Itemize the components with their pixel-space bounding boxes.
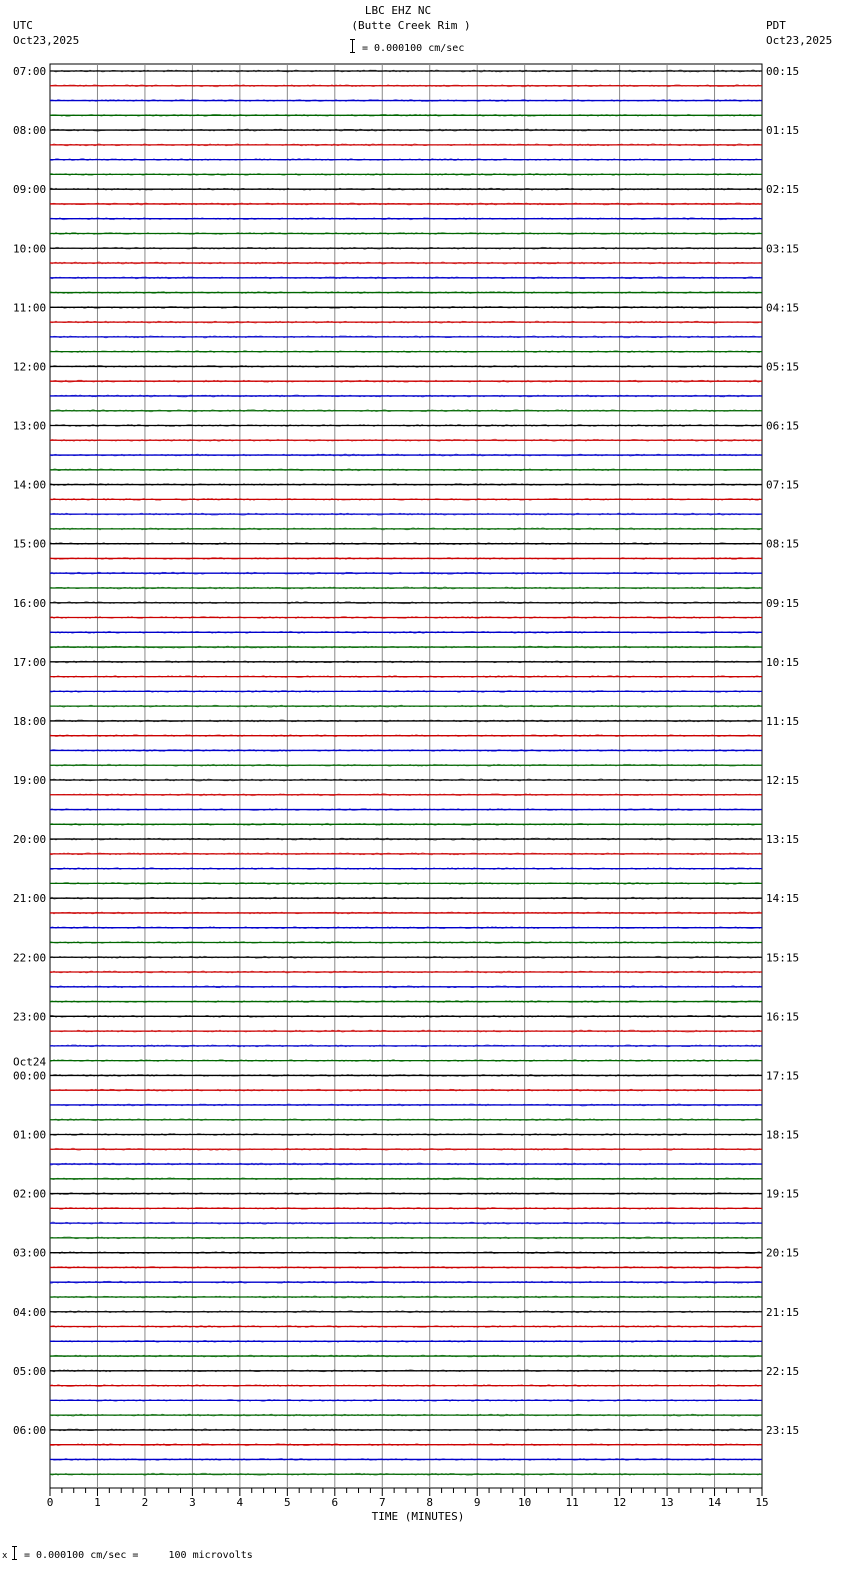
x-tick-label: 14: [707, 1496, 722, 1509]
x-tick-label: 6: [331, 1496, 339, 1509]
utc-hour-label: 17:00: [13, 655, 47, 669]
x-tick-label: 15: [755, 1496, 769, 1509]
utc-hour-label: 11:00: [13, 301, 47, 315]
utc-hour-label: 14:00: [13, 478, 47, 492]
pdt-hour-label: 07:15: [766, 478, 800, 492]
utc-hour-label: 10:00: [13, 242, 47, 256]
utc-hour-label: 19:00: [13, 774, 47, 787]
pdt-hour-label: 19:15: [766, 1187, 800, 1201]
left-date: Oct23,2025: [13, 34, 80, 47]
utc-date-label: Oct24: [13, 1055, 47, 1069]
utc-hour-label: 12:00: [13, 360, 47, 374]
pdt-hour-label: 06:15: [766, 419, 800, 433]
pdt-hour-label: 02:15: [766, 183, 800, 197]
pdt-hour-label: 12:15: [766, 774, 800, 787]
utc-hour-label: 04:00: [13, 1305, 47, 1319]
x-tick-label: 12: [612, 1496, 627, 1509]
x-tick-label: 0: [46, 1496, 54, 1509]
x-tick-label: 4: [236, 1496, 244, 1509]
utc-hour-label: 08:00: [13, 124, 47, 138]
trace-noise: [50, 410, 760, 412]
x-tick-label: 1: [94, 1496, 101, 1509]
x-tick-label: 3: [189, 1496, 196, 1509]
pdt-hour-label: 15:15: [766, 951, 800, 965]
utc-hour-label: 21:00: [13, 892, 47, 906]
x-tick-label: 11: [565, 1496, 579, 1509]
pdt-hour-label: 22:15: [766, 1364, 800, 1378]
pdt-hour-label: 20:15: [766, 1246, 800, 1260]
x-tick-label: 9: [473, 1496, 481, 1509]
right-timezone: PDT: [766, 19, 786, 32]
utc-hour-label: 18:00: [13, 714, 47, 728]
station-title: LBC EHZ NC: [364, 4, 432, 17]
pdt-hour-label: 08:15: [766, 537, 800, 551]
pdt-hour-label: 05:15: [766, 360, 800, 374]
trace-noise: [50, 321, 760, 323]
x-tick-label: 2: [141, 1496, 149, 1509]
x-tick-label: 10: [518, 1496, 532, 1509]
utc-hour-label: 22:00: [13, 951, 47, 965]
pdt-hour-label: 09:15: [766, 596, 800, 610]
utc-hour-label: 06:00: [13, 1423, 47, 1437]
trace-noise: [50, 794, 760, 796]
footer-scale-bar-icon: [14, 1546, 15, 1560]
trace-noise: [50, 853, 760, 855]
trace-noise: [50, 735, 760, 737]
x-tick-label: 5: [284, 1496, 291, 1509]
utc-hour-label: 03:00: [13, 1246, 47, 1260]
utc-hour-label: 16:00: [13, 596, 47, 610]
pdt-hour-label: 21:15: [766, 1305, 800, 1319]
footer-marker: x: [2, 1551, 8, 1561]
utc-hour-label: 01:00: [13, 1128, 47, 1142]
pdt-hour-label: 16:15: [766, 1010, 800, 1024]
right-date: Oct23,2025: [766, 34, 833, 47]
header-scale-text: = 0.000100 cm/sec: [362, 43, 465, 54]
trace-noise: [50, 690, 760, 692]
site-subtitle: (Butte Creek Rim ): [351, 19, 471, 32]
utc-hour-label: 15:00: [13, 537, 47, 551]
x-tick-label: 7: [378, 1496, 386, 1509]
pdt-hour-label: 10:15: [766, 655, 800, 669]
pdt-hour-label: 17:15: [766, 1069, 800, 1083]
utc-hour-label: 20:00: [13, 833, 47, 847]
utc-hour-label: 09:00: [13, 183, 47, 197]
x-tick-label: 13: [660, 1496, 674, 1509]
pdt-hour-label: 23:15: [766, 1423, 800, 1437]
left-timezone: UTC: [13, 19, 33, 32]
utc-hour-label: 13:00: [13, 419, 47, 433]
footer-scale-note: = 0.000100 cm/sec = 100 microvolts: [24, 1550, 253, 1561]
utc-hour-label: 02:00: [13, 1187, 47, 1201]
pdt-hour-label: 00:15: [766, 65, 800, 78]
trace-noise: [50, 424, 760, 426]
utc-hour-label: 23:00: [13, 1010, 47, 1024]
x-tick-label: 8: [426, 1496, 434, 1509]
pdt-hour-label: 03:15: [766, 242, 800, 256]
trace-noise: [50, 203, 760, 205]
utc-hour-label: 00:00: [13, 1069, 47, 1083]
utc-hour-label: 07:00: [13, 65, 47, 78]
pdt-hour-label: 01:15: [766, 124, 800, 138]
pdt-hour-label: 04:15: [766, 301, 800, 315]
x-axis-label: TIME (MINUTES): [371, 1510, 465, 1523]
pdt-hour-label: 18:15: [766, 1128, 800, 1142]
trace-noise: [50, 291, 760, 293]
utc-hour-label: 05:00: [13, 1364, 47, 1378]
pdt-hour-label: 13:15: [766, 833, 800, 847]
pdt-hour-label: 14:15: [766, 892, 800, 906]
pdt-hour-label: 11:15: [766, 714, 800, 728]
trace-noise: [50, 1385, 760, 1387]
